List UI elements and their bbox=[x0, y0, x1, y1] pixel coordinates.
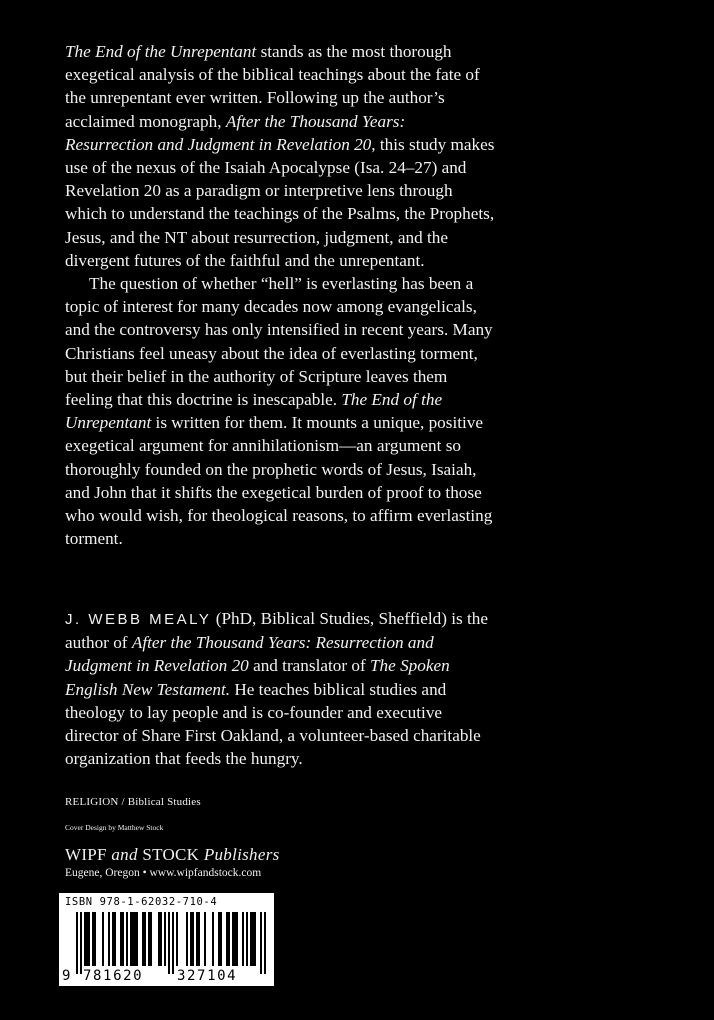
barcode-bars bbox=[59, 893, 274, 986]
barcode-bar bbox=[168, 912, 170, 974]
barcode-digits: 9 bbox=[61, 968, 72, 984]
blurb-p1-segment: After the Thousand Years: Resurrection and Judgment in Revelation 20 bbox=[65, 111, 406, 154]
bio-segments-segment: The Spoken English New Testament. bbox=[65, 656, 450, 699]
barcode-digits: 327104 bbox=[177, 968, 238, 984]
barcode-bar bbox=[76, 912, 78, 974]
barcode-bar bbox=[190, 912, 192, 966]
book-description bbox=[65, 40, 495, 550]
barcode-bar bbox=[158, 912, 160, 966]
barcode-bar bbox=[126, 912, 128, 966]
description-paragraph-2 bbox=[65, 272, 495, 550]
barcode-bar bbox=[80, 912, 82, 974]
isbn-label: ISBN 978-1-62032-710-4 bbox=[65, 896, 218, 908]
blurb-p2-segment: The End of the Unrepentant bbox=[65, 390, 443, 433]
barcode-bar bbox=[132, 912, 134, 966]
barcode-bar bbox=[102, 912, 104, 966]
bio-segments-segment: He teaches biblical studies and theology to lay people and is co-founder and executive director of Share First Oakland, a volunteer-based charitable organization that feeds the hungry. bbox=[65, 679, 481, 769]
blurb-p2-segment: is written for them. It mounts a unique, positive exegetical argument for annihilationism—an argument so thoroughly founded on the prophetic words of Jesus, Isaiah, and John that it shifts the exegetical burden of proof to those who would wish, for theological reasons, to affirm everlasting torment. bbox=[65, 413, 493, 549]
bio-segments-segment: and translator of bbox=[248, 656, 370, 676]
blurb-p1-segment: , this study makes use of the nexus of the Isaiah Apocalypse (Isa. 24–27) and Revelation 20 as a paradigm or interpretive lens through which to understand the teachings of the Psalms, the Prophets, Jesus, and the NT about resurrection, judgment, and the divergent futures of the faithful and the unrepentant. bbox=[65, 134, 495, 270]
barcode-bar bbox=[226, 912, 228, 966]
barcode-bar bbox=[204, 912, 206, 966]
barcode-bar bbox=[192, 912, 194, 966]
barcode-bar bbox=[196, 912, 198, 966]
barcode-bar bbox=[130, 912, 132, 966]
barcode-bar bbox=[112, 912, 114, 966]
blurb-p1-segment: stands as the most thorough exegetical analysis of the biblical teachings about the fate of the unrepentant ever written. Following up the author’s acclaimed monograph, bbox=[65, 42, 480, 131]
author-name: J. WEBB MEALY bbox=[65, 611, 212, 628]
cover-design-credit: Cover Design by Matthew Stock bbox=[65, 823, 164, 832]
barcode-bar bbox=[232, 912, 234, 966]
barcode-bar bbox=[150, 912, 152, 966]
barcode-bar bbox=[246, 912, 248, 966]
publisher-name bbox=[65, 845, 280, 865]
barcode-bar bbox=[264, 912, 266, 974]
author-bio-paragraph bbox=[65, 607, 495, 770]
isbn-barcode bbox=[59, 893, 274, 986]
author-bio bbox=[65, 607, 495, 770]
barcode-bar bbox=[148, 912, 150, 966]
barcode-bar bbox=[186, 912, 188, 966]
barcode-bar bbox=[144, 912, 146, 966]
barcode-bar bbox=[250, 912, 252, 966]
blurb-p2-segment: The question of whether “hell” is everlasting has been a topic of interest for many decades now among evangelicals, and the controversy has only intensified in recent years. Many Christians feel uneasy about the idea of everlasting torment, but their belief in the authority of Scripture leaves them feeling that this doctrine is inescapable. bbox=[65, 274, 493, 410]
barcode-bar bbox=[198, 912, 200, 966]
barcode-bar bbox=[220, 912, 222, 966]
barcode-bar bbox=[164, 912, 166, 966]
barcode-bar bbox=[136, 912, 138, 966]
barcode-bar bbox=[92, 912, 94, 966]
barcode-bar bbox=[84, 912, 86, 966]
publisher-name-suffix: Publishers bbox=[203, 845, 280, 864]
description-paragraph-1 bbox=[65, 40, 495, 272]
publisher-name-part: WIPF bbox=[65, 845, 112, 864]
barcode-bar bbox=[134, 912, 136, 966]
barcode-bar bbox=[172, 912, 174, 974]
barcode-bar bbox=[122, 912, 124, 966]
barcode-bar bbox=[142, 912, 144, 966]
barcode-bar bbox=[242, 912, 244, 966]
barcode-bar bbox=[86, 912, 88, 966]
publisher-name-part: STOCK bbox=[137, 845, 204, 864]
barcode-bar bbox=[260, 912, 262, 974]
barcode-bar bbox=[108, 912, 110, 966]
barcode-bar bbox=[94, 912, 96, 966]
barcode-bar bbox=[120, 912, 122, 966]
category-label: RELIGION / Biblical Studies bbox=[65, 796, 201, 808]
barcode-bar bbox=[176, 912, 178, 966]
barcode-bar bbox=[228, 912, 230, 966]
barcode-bar bbox=[236, 912, 238, 966]
barcode-bar bbox=[88, 912, 90, 966]
barcode-bar bbox=[114, 912, 116, 966]
publisher-address: Eugene, Oregon • www.wipfandstock.com bbox=[65, 867, 262, 879]
barcode-bar bbox=[218, 912, 220, 966]
blurb-p1-segment: The End of the Unrepentant bbox=[65, 42, 257, 61]
barcode-bar bbox=[234, 912, 236, 966]
bio-segments-segment: (PhD, Biblical Studies, Sheffield) is the author of bbox=[65, 609, 488, 653]
barcode-bar bbox=[252, 912, 254, 966]
barcode-bar bbox=[160, 912, 162, 966]
barcode-bar bbox=[212, 912, 214, 966]
barcode-digits: 781620 bbox=[83, 968, 144, 984]
bio-segments-segment: After the Thousand Years: Resurrection and Judgment in Revelation 20 bbox=[65, 633, 434, 676]
barcode-bar bbox=[254, 912, 256, 966]
publisher-name-and: and bbox=[111, 845, 138, 864]
